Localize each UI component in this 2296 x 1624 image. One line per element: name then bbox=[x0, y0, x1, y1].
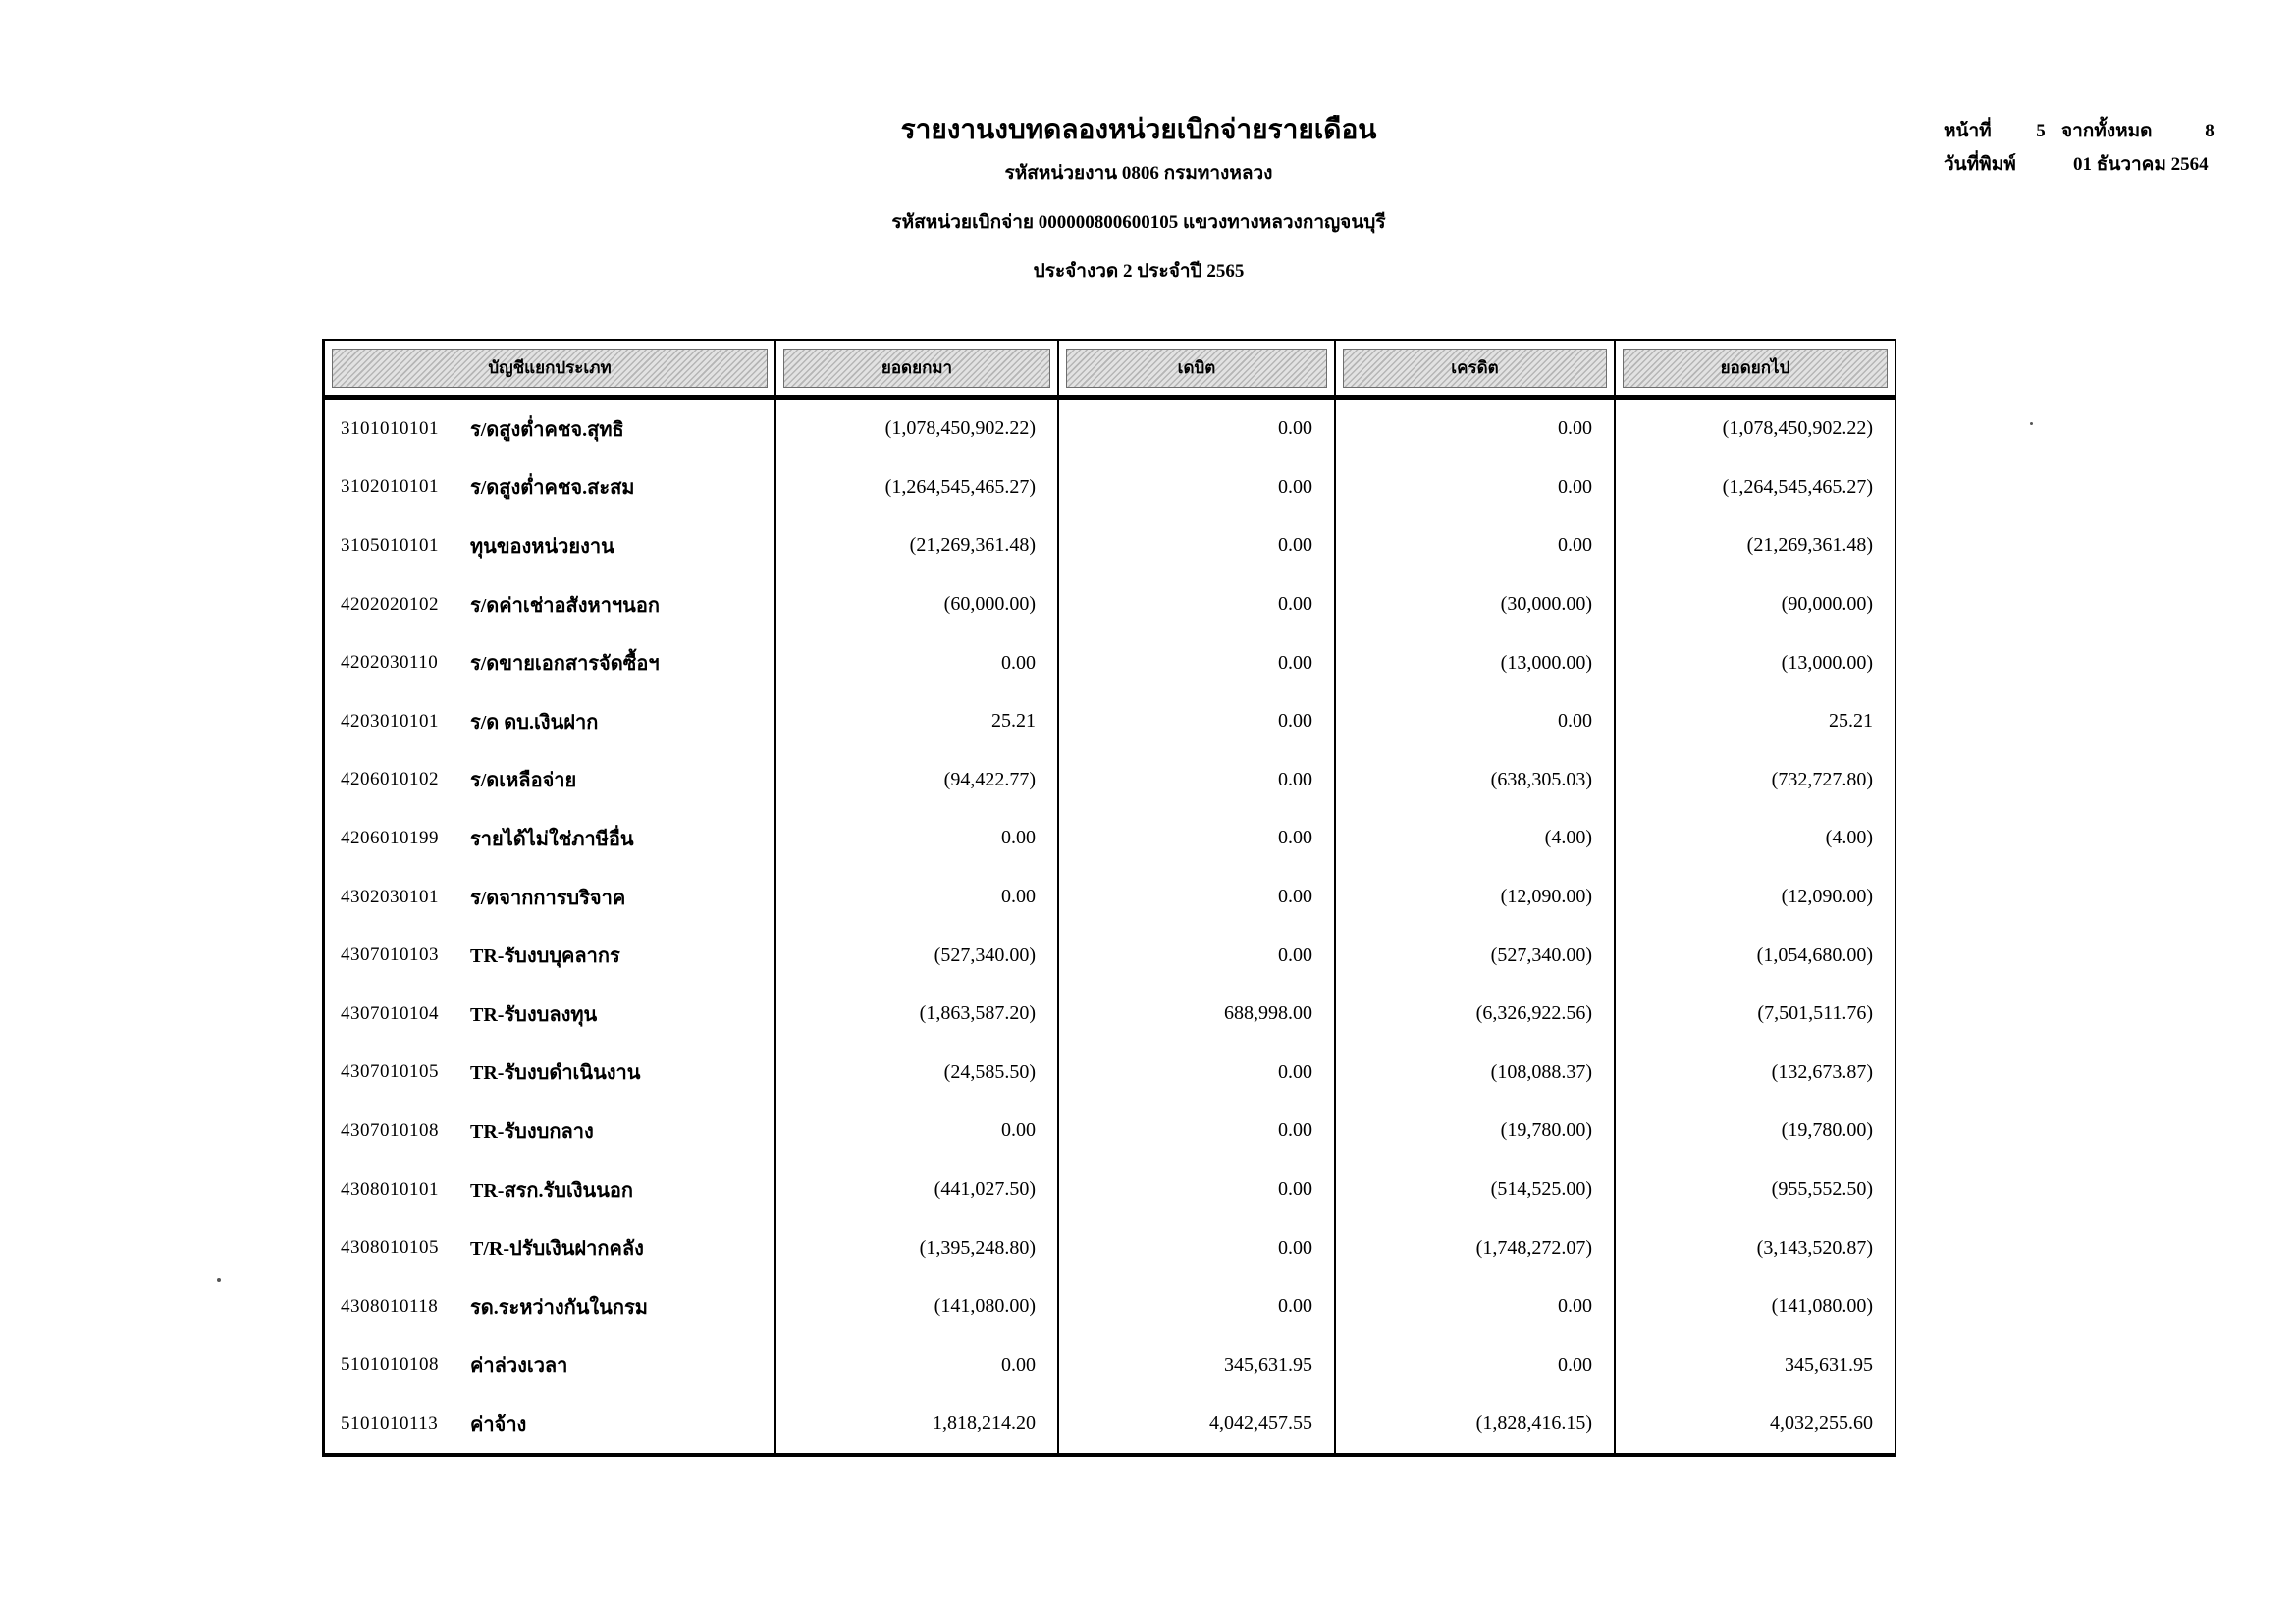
account-name: TR-รับงบกลาง bbox=[470, 1120, 594, 1143]
table-row bbox=[325, 1277, 1895, 1336]
credit-amount: (108,088.37) bbox=[1336, 1044, 1616, 1103]
carry-forward-amount: (1,863,587.20) bbox=[776, 985, 1059, 1044]
account-name: ค่าจ้าง bbox=[470, 1413, 527, 1435]
header-cell-carry-forward bbox=[776, 341, 1059, 395]
account-name: ร/ด ดบ.เงินฝาก bbox=[470, 711, 599, 733]
carry-forward-amount: 0.00 bbox=[776, 1336, 1059, 1395]
debit-amount: 0.00 bbox=[1059, 1044, 1336, 1103]
debit-amount: 0.00 bbox=[1059, 1277, 1336, 1336]
credit-amount: 0.00 bbox=[1336, 1336, 1616, 1395]
balance-forward-amount: (3,143,520.87) bbox=[1756, 1236, 1873, 1259]
carry-forward-amount: (24,585.50) bbox=[776, 1044, 1059, 1103]
carry-forward-amount: (141,080.00) bbox=[776, 1277, 1059, 1336]
carry-forward-amount: (1,264,545,465.27) bbox=[776, 459, 1059, 517]
credit-amount: (1,748,272.07) bbox=[1336, 1218, 1616, 1277]
balance-forward-amount: (141,080.00) bbox=[1771, 1295, 1873, 1318]
account-cell bbox=[325, 985, 776, 1044]
debit-amount: 4,042,457.55 bbox=[1059, 1394, 1336, 1453]
carry-forward-amount: 0.00 bbox=[776, 809, 1059, 868]
page-label: หน้าที่ bbox=[1944, 121, 1992, 141]
header-cell-debit bbox=[1059, 341, 1336, 395]
table-row bbox=[325, 400, 1895, 459]
credit-amount: (13,000.00) bbox=[1336, 633, 1616, 692]
table-body bbox=[325, 400, 1895, 1453]
account-code: 3105010101 bbox=[341, 534, 439, 556]
account-code: 4307010104 bbox=[341, 1002, 439, 1024]
table-row bbox=[325, 1044, 1895, 1103]
credit-amount: (12,090.00) bbox=[1336, 868, 1616, 927]
table-row bbox=[325, 1394, 1895, 1453]
carry-forward-amount: (527,340.00) bbox=[776, 926, 1059, 985]
table-row bbox=[325, 1218, 1895, 1277]
account-cell bbox=[325, 1277, 776, 1336]
carry-forward-amount: (21,269,361.48) bbox=[776, 516, 1059, 575]
credit-amount: (638,305.03) bbox=[1336, 751, 1616, 810]
debit-amount: 0.00 bbox=[1059, 516, 1336, 575]
account-name: ร/ดสูงต่ำคชจ.สุทธิ bbox=[470, 418, 624, 441]
scan-speck bbox=[217, 1278, 221, 1282]
account-name: ค่าล่วงเวลา bbox=[470, 1355, 568, 1378]
account-code: 4308010118 bbox=[341, 1295, 439, 1317]
account-name: ร/ดขายเอกสารจัดซื้อฯ bbox=[470, 653, 660, 676]
header-cell-credit bbox=[1336, 341, 1616, 395]
account-code: 4202020102 bbox=[341, 593, 439, 615]
table-row bbox=[325, 575, 1895, 634]
carry-forward-amount: 0.00 bbox=[776, 1102, 1059, 1161]
credit-amount: (19,780.00) bbox=[1336, 1102, 1616, 1161]
table-row bbox=[325, 926, 1895, 985]
account-cell bbox=[325, 516, 776, 575]
account-cell bbox=[325, 459, 776, 517]
agency-code-line: รหัสหน่วยงาน 0806 กรมทางหลวง bbox=[1004, 163, 1273, 184]
account-name: ร/ดค่าเช่าอสังหาฯนอก bbox=[470, 594, 660, 617]
account-code: 4302030101 bbox=[341, 886, 439, 907]
account-name: TR-สรก.รับเงินนอก bbox=[470, 1179, 634, 1202]
account-name: T/R-ปรับเงินฝากคลัง bbox=[470, 1238, 644, 1261]
debit-amount: 0.00 bbox=[1059, 633, 1336, 692]
page-info bbox=[1944, 120, 2232, 187]
table-row bbox=[325, 868, 1895, 927]
balance-forward-amount: (1,054,680.00) bbox=[1756, 944, 1873, 966]
account-name: ร/ดเหลือจ่าย bbox=[470, 770, 577, 792]
debit-amount: 0.00 bbox=[1059, 575, 1336, 634]
balance-forward-amount: (1,078,450,902.22) bbox=[1722, 417, 1873, 440]
account-name: รด.ระหว่างกันในกรม bbox=[470, 1296, 648, 1319]
account-name: TR-รับงบดำเนินงาน bbox=[470, 1062, 641, 1085]
account-cell bbox=[325, 809, 776, 868]
header-label-debit: เดบิต bbox=[1066, 349, 1327, 388]
carry-forward-amount: 0.00 bbox=[776, 633, 1059, 692]
balance-forward-amount: (4.00) bbox=[1825, 827, 1873, 849]
report-header bbox=[0, 116, 2277, 310]
account-name: TR-รับงบลงทุน bbox=[470, 1003, 598, 1026]
balance-forward-amount: 25.21 bbox=[1829, 710, 1873, 732]
account-code: 4307010105 bbox=[341, 1061, 439, 1083]
debit-amount: 0.00 bbox=[1059, 459, 1336, 517]
account-cell bbox=[325, 926, 776, 985]
credit-amount: (4.00) bbox=[1336, 809, 1616, 868]
debit-amount: 688,998.00 bbox=[1059, 985, 1336, 1044]
account-cell bbox=[325, 692, 776, 751]
header-cell-account bbox=[325, 341, 776, 395]
period-line: ประจำงวด 2 ประจำปี 2565 bbox=[1033, 261, 1245, 282]
account-cell bbox=[325, 1218, 776, 1277]
account-code: 5101010113 bbox=[341, 1412, 439, 1434]
account-cell bbox=[325, 751, 776, 810]
account-code: 4203010101 bbox=[341, 710, 439, 731]
credit-amount: 0.00 bbox=[1336, 459, 1616, 517]
balance-forward-amount: (7,501,511.76) bbox=[1757, 1002, 1873, 1025]
table-row bbox=[325, 459, 1895, 517]
debit-amount: 0.00 bbox=[1059, 1102, 1336, 1161]
debit-amount: 0.00 bbox=[1059, 809, 1336, 868]
balance-forward-amount: (13,000.00) bbox=[1781, 651, 1873, 674]
balance-forward-amount: (19,780.00) bbox=[1781, 1119, 1873, 1142]
carry-forward-amount: (60,000.00) bbox=[776, 575, 1059, 634]
credit-amount: 0.00 bbox=[1336, 1277, 1616, 1336]
account-cell bbox=[325, 1161, 776, 1219]
account-cell bbox=[325, 1102, 776, 1161]
account-cell bbox=[325, 575, 776, 634]
account-code: 3102010101 bbox=[341, 476, 439, 498]
print-date-label: วันที่พิมพ์ bbox=[1944, 154, 2016, 175]
balance-forward-amount: (21,269,361.48) bbox=[1746, 534, 1873, 557]
debit-amount: 0.00 bbox=[1059, 400, 1336, 459]
account-cell bbox=[325, 633, 776, 692]
debit-amount: 345,631.95 bbox=[1059, 1336, 1336, 1395]
page-number-row bbox=[1944, 120, 2232, 142]
table-row bbox=[325, 633, 1895, 692]
account-code: 4202030110 bbox=[341, 652, 439, 674]
balance-forward-amount: (732,727.80) bbox=[1771, 768, 1873, 790]
credit-amount: 0.00 bbox=[1336, 400, 1616, 459]
page-number: 5 bbox=[2036, 121, 2046, 141]
table-row bbox=[325, 985, 1895, 1044]
balance-forward-amount: (12,090.00) bbox=[1781, 886, 1873, 908]
page-total-label: จากทั้งหมด bbox=[2061, 121, 2153, 141]
credit-amount: (30,000.00) bbox=[1336, 575, 1616, 634]
credit-amount: (527,340.00) bbox=[1336, 926, 1616, 985]
carry-forward-amount: (1,395,248.80) bbox=[776, 1218, 1059, 1277]
debit-amount: 0.00 bbox=[1059, 751, 1336, 810]
scan-speck bbox=[2030, 422, 2033, 425]
debit-amount: 0.00 bbox=[1059, 868, 1336, 927]
account-code: 4307010108 bbox=[341, 1119, 439, 1141]
table-header-row bbox=[325, 341, 1895, 400]
balance-forward-amount: (132,673.87) bbox=[1771, 1060, 1873, 1083]
account-name: ร/ดสูงต่ำคชจ.สะสม bbox=[470, 477, 635, 500]
balance-forward-amount: (90,000.00) bbox=[1781, 593, 1873, 616]
account-name: TR-รับงบบุคลากร bbox=[470, 946, 620, 968]
account-code: 4308010101 bbox=[341, 1178, 439, 1200]
print-date-value: 01 ธันวาคม 2564 bbox=[2073, 154, 2209, 175]
carry-forward-amount: (94,422.77) bbox=[776, 751, 1059, 810]
carry-forward-amount: (441,027.50) bbox=[776, 1161, 1059, 1219]
table-row bbox=[325, 516, 1895, 575]
table-row bbox=[325, 809, 1895, 868]
disbursement-unit-line: รหัสหน่วยเบิกจ่าย 000000800600105 แขวงทางหลวงกาญจนบุรี bbox=[891, 212, 1386, 233]
header-label-carry-forward: ยอดยกมา bbox=[783, 349, 1050, 388]
debit-amount: 0.00 bbox=[1059, 1161, 1336, 1219]
account-cell bbox=[325, 868, 776, 927]
credit-amount: (514,525.00) bbox=[1336, 1161, 1616, 1219]
debit-amount: 0.00 bbox=[1059, 1218, 1336, 1277]
report-title: รายงานงบทดลองหน่วยเบิกจ่ายรายเดือน bbox=[900, 115, 1377, 145]
account-name: ทุนของหน่วยงาน bbox=[470, 535, 614, 558]
carry-forward-amount: 0.00 bbox=[776, 868, 1059, 927]
header-label-credit: เครดิต bbox=[1343, 349, 1607, 388]
trial-balance-table bbox=[322, 339, 1896, 1457]
account-code: 3101010101 bbox=[341, 417, 439, 439]
credit-amount: 0.00 bbox=[1336, 692, 1616, 751]
account-code: 4308010105 bbox=[341, 1237, 439, 1259]
credit-amount: (6,326,922.56) bbox=[1336, 985, 1616, 1044]
header-label-account: บัญชีแยกประเภท bbox=[332, 349, 768, 388]
balance-forward-amount: (955,552.50) bbox=[1771, 1178, 1873, 1201]
credit-amount: (1,828,416.15) bbox=[1336, 1394, 1616, 1453]
carry-forward-amount: (1,078,450,902.22) bbox=[776, 400, 1059, 459]
account-cell bbox=[325, 400, 776, 459]
table-row bbox=[325, 751, 1895, 810]
balance-forward-amount: (1,264,545,465.27) bbox=[1722, 475, 1873, 498]
balance-forward-amount: 4,032,255.60 bbox=[1770, 1412, 1873, 1435]
account-code: 4206010199 bbox=[341, 827, 439, 848]
table-row bbox=[325, 1102, 1895, 1161]
table-row bbox=[325, 1161, 1895, 1219]
account-cell bbox=[325, 1044, 776, 1103]
account-name: รายได้ไม่ใช่ภาษีอื่น bbox=[470, 828, 634, 850]
page-total: 8 bbox=[2205, 121, 2215, 141]
header-cell-balance bbox=[1616, 341, 1895, 395]
account-code: 5101010108 bbox=[341, 1354, 439, 1376]
account-code: 4307010103 bbox=[341, 945, 439, 966]
carry-forward-amount: 1,818,214.20 bbox=[776, 1394, 1059, 1453]
account-code: 4206010102 bbox=[341, 769, 439, 790]
carry-forward-amount: 25.21 bbox=[776, 692, 1059, 751]
credit-amount: 0.00 bbox=[1336, 516, 1616, 575]
account-name: ร/ดจากการบริจาค bbox=[470, 887, 626, 909]
debit-amount: 0.00 bbox=[1059, 926, 1336, 985]
balance-forward-amount: 345,631.95 bbox=[1785, 1353, 1873, 1376]
account-cell bbox=[325, 1394, 776, 1453]
account-cell bbox=[325, 1336, 776, 1395]
header-label-balance: ยอดยกไป bbox=[1623, 349, 1888, 388]
table-row bbox=[325, 692, 1895, 751]
debit-amount: 0.00 bbox=[1059, 692, 1336, 751]
print-date-row bbox=[1944, 153, 2232, 176]
table-row bbox=[325, 1336, 1895, 1395]
